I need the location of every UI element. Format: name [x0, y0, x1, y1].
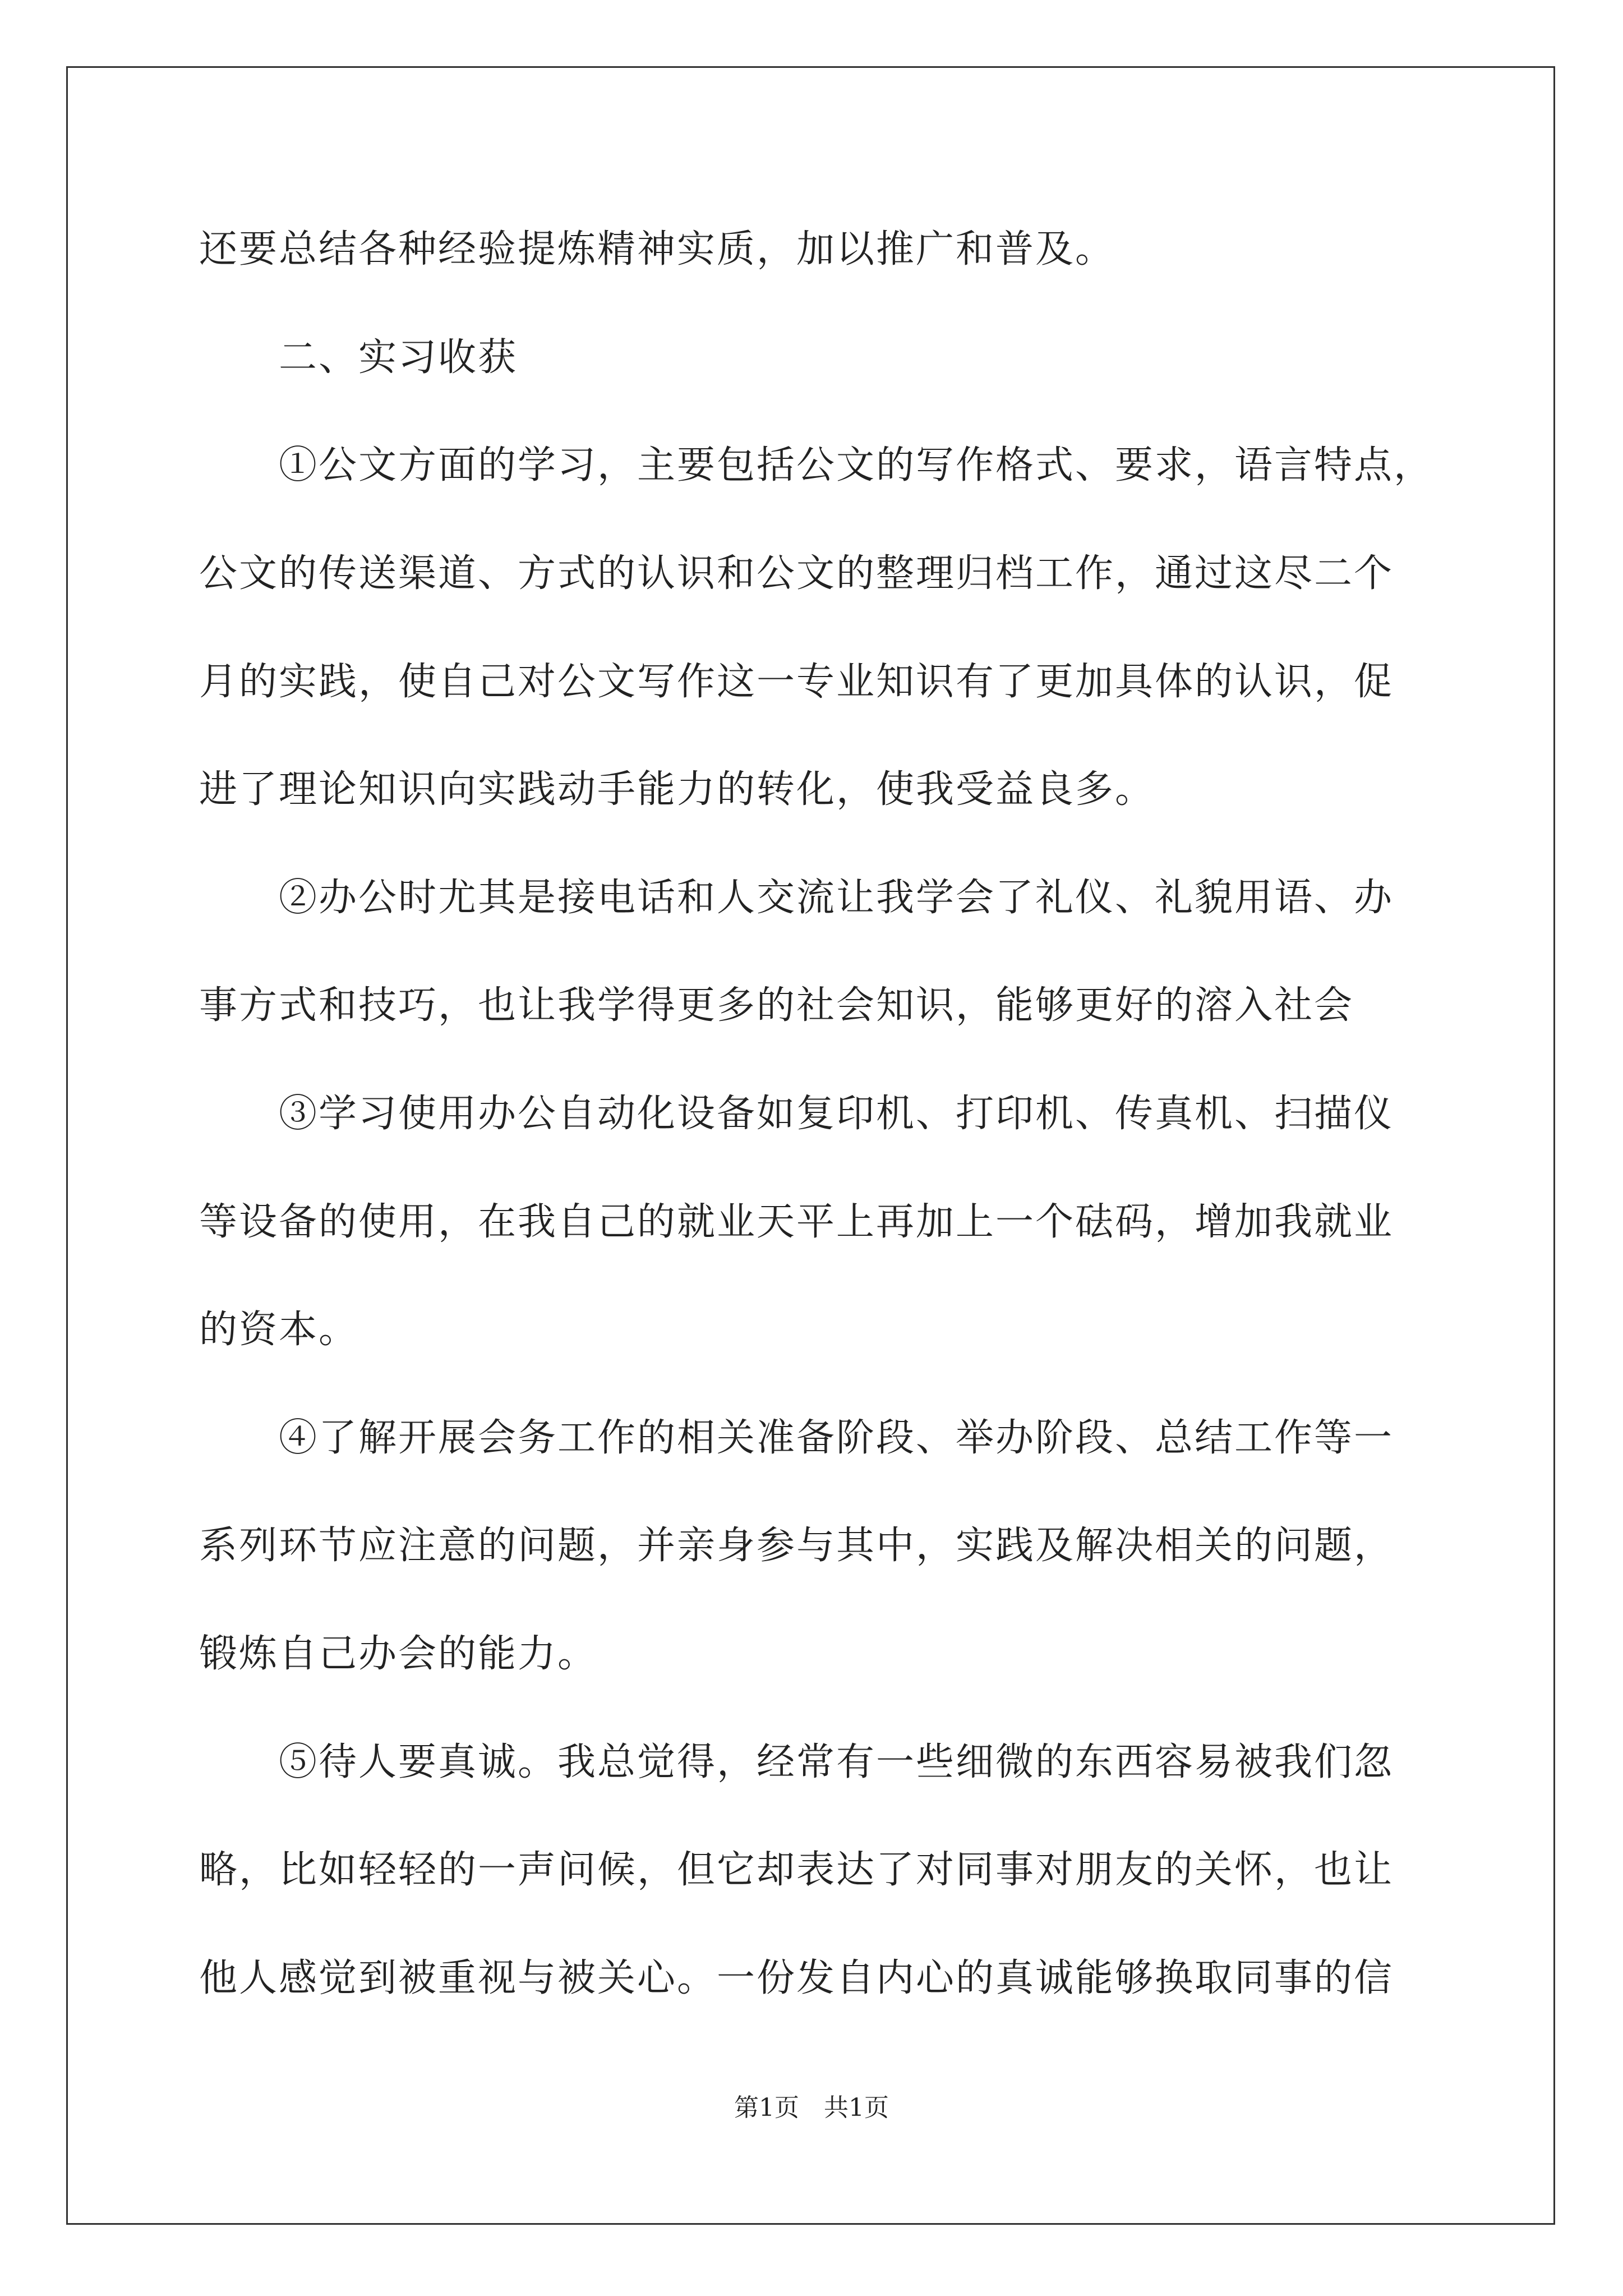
text-line: ②办公时尤其是接电话和人交流让我学会了礼仪、礼貌用语、办	[199, 876, 1394, 920]
text-line: ③学习使用办公自动化设备如复印机、打印机、传真机、扫描仪	[199, 1092, 1394, 1136]
text-line: 公文的传送渠道、方式的认识和公文的整理归档工作，通过这尽二个	[199, 551, 1394, 596]
text-line: 等设备的使用，在我自己的就业天平上再加上一个砝码，增加我就业	[199, 1200, 1394, 1244]
text-line: 还要总结各种经验提炼精神实质，加以推广和普及。	[199, 227, 1115, 272]
section-heading: 二、实习收获	[199, 335, 518, 380]
page-number-footer: 第1页 共1页	[734, 2093, 889, 2122]
text-line: ⑤待人要真诚。我总觉得，经常有一些细微的东西容易被我们忽	[199, 1740, 1394, 1784]
text-line: 略，比如轻轻的一声问候，但它却表达了对同事对朋友的关怀，也让	[199, 1848, 1394, 1892]
text-line: ①公文方面的学习，主要包括公文的写作格式、要求，语言特点，	[199, 443, 1434, 487]
page-border	[66, 66, 1555, 2225]
text-line: 进了理论知识向实践动手能力的转化，使我受益良多。	[199, 767, 1155, 812]
text-line: ④了解开展会务工作的相关准备阶段、举办阶段、总结工作等一	[199, 1416, 1394, 1460]
text-line: 事方式和技巧，也让我学得更多的社会知识，能够更好的溶入社会	[199, 983, 1354, 1028]
text-line: 他人感觉到被重视与被关心。一份发自内心的真诚能够换取同事的信	[199, 1956, 1394, 2000]
text-line: 的资本。	[199, 1308, 359, 1352]
text-line: 锻炼自己办会的能力。	[199, 1632, 598, 1676]
text-line: 系列环节应注意的问题，并亲身参与其中，实践及解决相关的问题，	[199, 1524, 1394, 1568]
text-line: 月的实践，使自己对公文写作这一专业知识有了更加具体的认识，促	[199, 660, 1394, 704]
